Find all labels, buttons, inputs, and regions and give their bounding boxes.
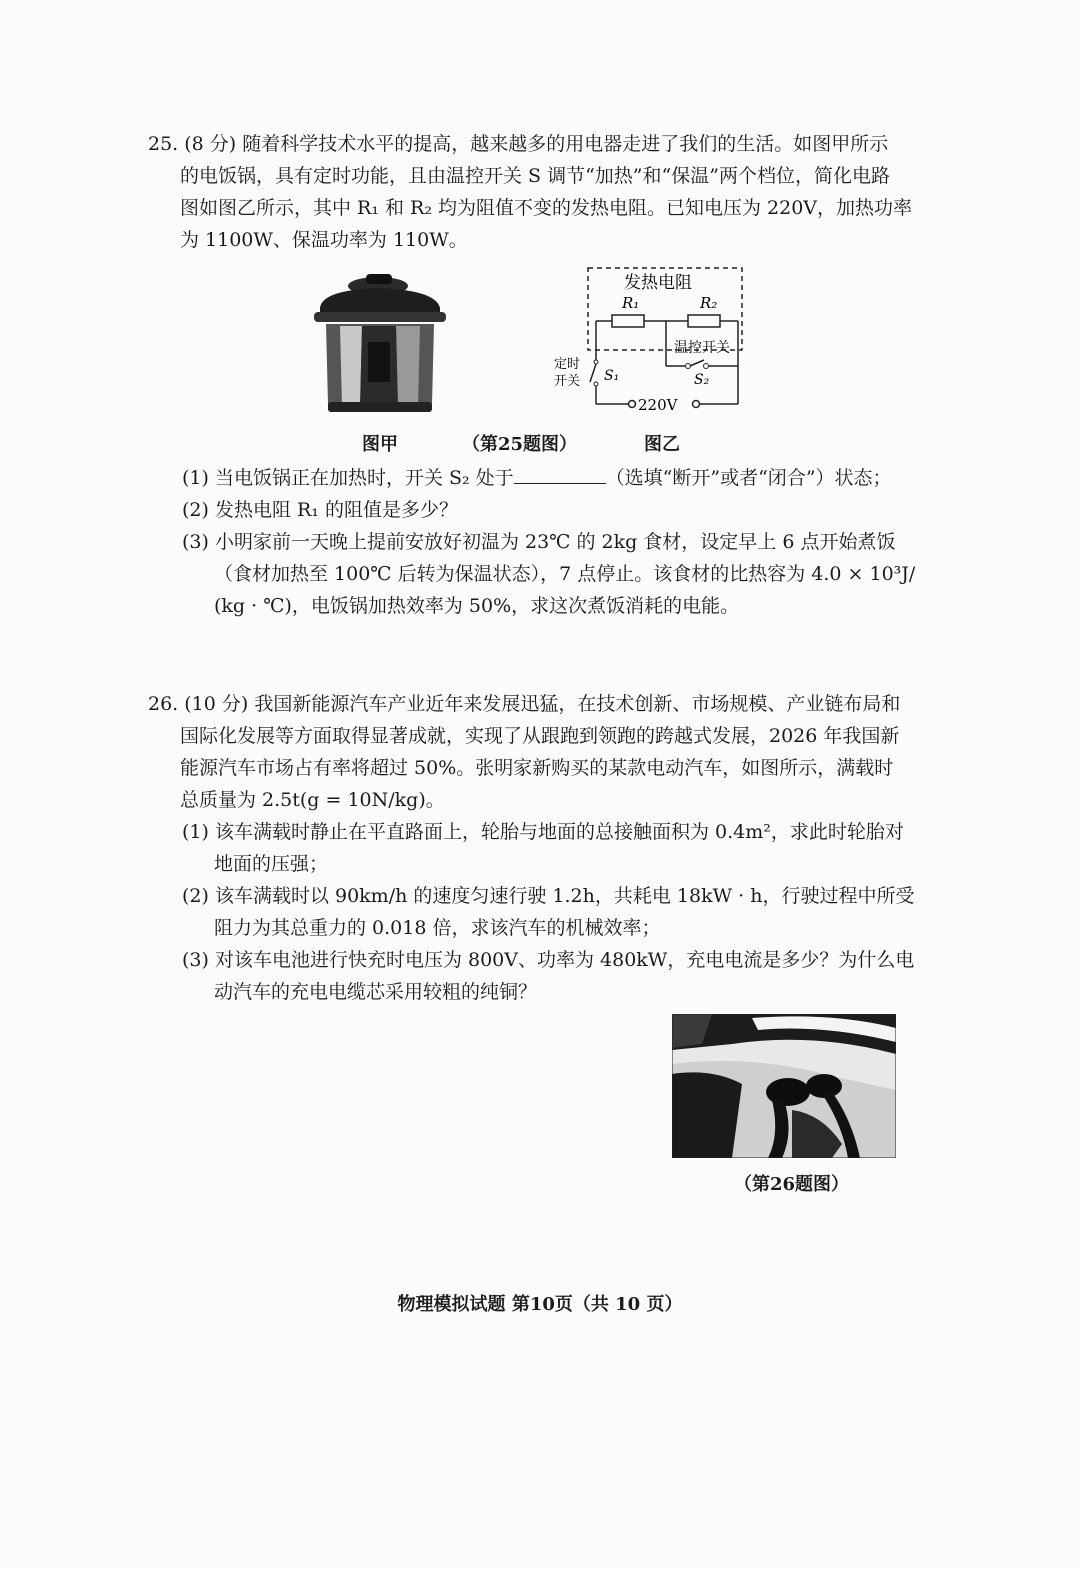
timer-switch-label-2: 开关: [554, 374, 581, 389]
q25-part-1: [148, 462, 908, 494]
heating-resistor-label: 发热电阻: [624, 273, 692, 293]
voltage-label: 220V: [638, 396, 678, 414]
q25-part-3-line-3: (kg · ℃)，电饭锅加热效率为 50%，求这次煮饭消耗的电能。: [214, 595, 740, 617]
q26-part-3-line-1: (3) 对该车电池进行快充时电压为 800V、功率为 480kW，充电电流是多少？为什么电: [182, 949, 915, 971]
q26-part-2-line-1: (2) 该车满载时以 90km/h 的速度匀速行驶 1.2h，共耗电 18kW · h，行驶过程中所受: [182, 885, 915, 907]
q25-part-1-post: （选填“断开”或者“闭合”）状态；: [605, 467, 892, 489]
figure-yi-caption: 图乙: [644, 434, 680, 455]
q26-line-2: 国际化发展等方面取得显著成就，实现了从跟跑到领跑的跨越式发展，2026 年我国新: [180, 725, 900, 747]
q25-line-4: 为 1100W、保温功率为 110W。: [180, 229, 468, 251]
q26-part-1-line-1: (1) 该车满载时静止在平直路面上，轮胎与地面的总接触面积为 0.4m²，求此时轮胎对: [182, 821, 904, 843]
circuit-diagram: [548, 264, 748, 414]
q26-part-3-line-2: 动汽车的充电电缆芯采用较粗的纯铜？: [214, 981, 538, 1003]
answer-blank[interactable]: [514, 463, 606, 484]
q26-part-2-line-2: 阻力为其总重力的 0.018 倍，求该汽车的机械效率；: [214, 917, 661, 939]
q25-part-2: (2) 发热电阻 R₁ 的阻值是多少？: [182, 499, 458, 521]
car-charging-image: [672, 1014, 896, 1158]
figure-jia-caption: 图甲: [362, 434, 398, 455]
r1-label: R₁: [622, 294, 640, 312]
q25-part-3-line-1: (3) 小明家前一天晚上提前安放好初温为 23℃ 的 2kg 食材，设定早上 6 点开始煮饭: [182, 531, 896, 553]
q26-line-3: 能源汽车市场占有率将超过 50%。张明家新购买的某款电动汽车，如图所示，满载时: [180, 757, 894, 779]
q26-line-1: 26. (10 分) 我国新能源汽车产业近年来发展迅猛，在技术创新、市场规模、产业链布局和: [148, 693, 901, 715]
question-25-parts: [148, 462, 916, 622]
rice-cooker-image: [310, 268, 450, 418]
figure-26-caption: （第26题图）: [734, 1174, 850, 1195]
q25-line-1: 25. (8 分) 随着科学技术水平的提高，越来越多的用电器走进了我们的生活。如图甲所示: [148, 133, 889, 155]
question-25: [148, 128, 913, 256]
thermostat-switch-label: 温控开关: [674, 340, 730, 356]
question-26: [148, 688, 915, 1008]
r2-resistor: [688, 315, 720, 327]
s1-label: S₁: [604, 368, 620, 384]
q26-line-4: 总质量为 2.5t(g = 10N/kg)。: [180, 789, 445, 811]
q25-line-2: 的电饭锅，具有定时功能，且由温控开关 S 调节“加热”和“保温”两个档位，简化电路: [180, 165, 890, 187]
page-footer: 物理模拟试题 第10页（共 10 页）: [397, 1294, 683, 1315]
s2-label: S₂: [694, 372, 710, 388]
q25-line-3: 图如图乙所示，其中 R₁ 和 R₂ 均为阻值不变的发热电阻。已知电压为 220V，加热功率: [180, 197, 913, 219]
timer-switch-label-1: 定时: [554, 357, 581, 372]
r1-resistor: [612, 315, 644, 327]
r2-label: R₂: [700, 294, 718, 312]
q25-part-1-pre: (1) 当电饭锅正在加热时，开关 S₂ 处于: [182, 467, 514, 489]
q25-part-3-line-2: （食材加热至 100℃ 后转为保温状态），7 点停止。该食材的比热容为 4.0 × 10³J/: [214, 563, 916, 585]
q26-part-1-line-2: 地面的压强；: [214, 853, 329, 875]
figure-25-caption: （第25题图）: [462, 434, 578, 455]
